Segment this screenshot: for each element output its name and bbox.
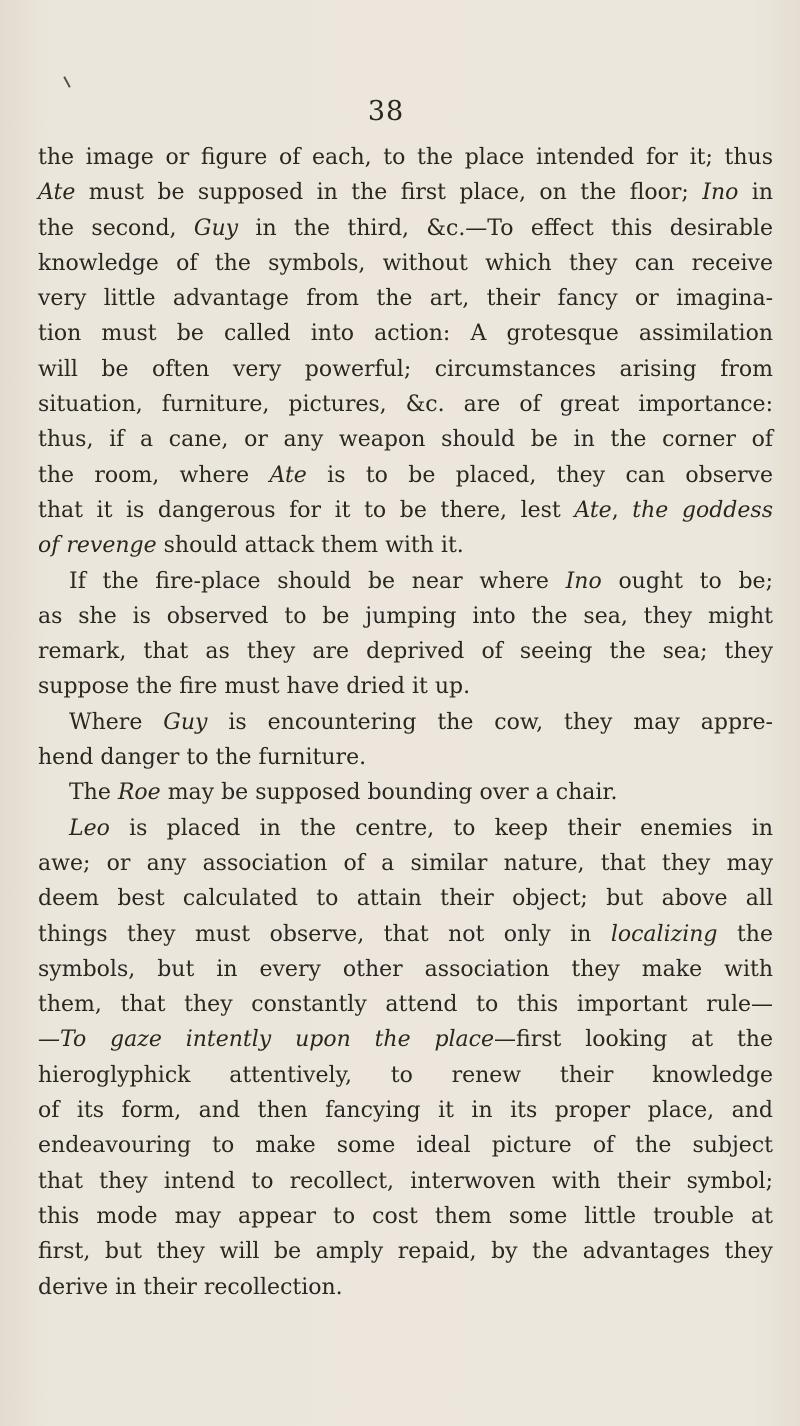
text-run: that they intend to recollect, interwoven with their symbol;	[38, 1168, 773, 1194]
text-line	[38, 1164, 773, 1199]
text-run: will be often very powerful; circumstances arising from	[38, 356, 773, 382]
text-run: situation, furniture, pictures, &c. are of great importance:	[38, 392, 773, 418]
italic-text-run: Ino	[702, 180, 739, 206]
text-line	[38, 1022, 773, 1057]
text-line	[38, 1093, 773, 1128]
text-line	[38, 211, 773, 246]
text-line	[38, 281, 773, 316]
text-run: hend danger to the furniture.	[38, 745, 367, 771]
text-run: symbols, but in every other association they make with	[38, 956, 773, 982]
text-run: derive in their recollection.	[38, 1274, 343, 1300]
text-line	[38, 246, 773, 281]
text-line	[38, 458, 773, 493]
italic-text-run: Guy	[163, 709, 208, 735]
text-line	[38, 811, 773, 846]
text-line	[38, 1058, 773, 1093]
text-run: the second,	[38, 215, 194, 241]
text-run: hieroglyphick attentively, to renew their knowledge	[38, 1062, 773, 1088]
text-run: the room, where	[38, 462, 270, 488]
text-run: may be supposed bounding over a chair.	[160, 780, 618, 806]
text-run: first, but they will be amply repaid, by the advantages they	[38, 1239, 773, 1265]
text-run: —first looking at the	[494, 1027, 773, 1053]
text-run: remark, that as they are deprived of seeing the sea; they	[38, 639, 773, 665]
italic-text-run: —To gaze intently upon the place	[38, 1027, 495, 1053]
italic-text-run: Ate	[269, 462, 307, 488]
text-run: is to be placed, they can observe	[306, 462, 773, 488]
text-run: is placed in the centre, to keep their enemies in	[109, 815, 773, 841]
text-run: them, that they constantly attend to this important rule—	[38, 992, 773, 1018]
text-run: in the third, &c.—To effect this desirable	[238, 215, 773, 241]
text-line	[38, 352, 773, 387]
text-line	[38, 493, 773, 528]
text-line	[38, 528, 773, 563]
italic-text-run: the goddess	[632, 497, 773, 523]
text-line	[38, 1234, 773, 1269]
italic-text-run: of revenge	[38, 533, 157, 559]
text-run: ought to be;	[601, 568, 773, 594]
text-run: suppose the fire must have dried it up.	[38, 674, 471, 700]
text-run: endeavouring to make some ideal picture of the subject	[38, 1133, 773, 1159]
text-run: the	[717, 921, 773, 947]
text-run: knowledge of the symbols, without which they can receive	[38, 250, 773, 276]
text-line	[38, 952, 773, 987]
text-line	[38, 740, 773, 775]
italic-text-run: Ate	[574, 497, 612, 523]
text-run: in	[738, 180, 773, 206]
text-line	[38, 1128, 773, 1163]
text-run: thus, if a cane, or any weapon should be in the corner of	[38, 427, 773, 453]
text-line	[38, 987, 773, 1022]
page-edge-mark	[63, 76, 70, 88]
text-line	[38, 387, 773, 422]
text-line	[38, 564, 773, 599]
text-run: If the fire-place should be near where	[69, 568, 566, 594]
text-run: things they must observe, that not only in	[38, 921, 611, 947]
italic-text-run: Leo	[69, 815, 110, 841]
text-run: awe; or any association of a similar nature, that they may	[38, 850, 773, 876]
text-line	[38, 775, 773, 810]
text-run: very little advantage from the art, their fancy or imagina-	[38, 286, 773, 312]
italic-text-run: Guy	[193, 215, 239, 241]
text-line	[38, 705, 773, 740]
body-text	[38, 140, 773, 1305]
text-run: as she is observed to be jumping into the sea, they might	[38, 603, 773, 629]
text-line	[38, 1199, 773, 1234]
italic-text-run: Ate	[38, 180, 76, 206]
text-run: ,	[611, 497, 633, 523]
text-run: The	[69, 780, 118, 806]
text-run: must be supposed in the first place, on the floor;	[75, 180, 703, 206]
text-line	[38, 669, 773, 704]
text-run: tion must be called into action: A grotesque assimilation	[38, 321, 773, 347]
text-line	[38, 634, 773, 669]
text-line	[38, 881, 773, 916]
text-line	[38, 140, 773, 175]
text-line	[38, 422, 773, 457]
text-run: should attack them with it.	[156, 533, 464, 559]
text-line	[38, 917, 773, 952]
text-run: the image or figure of each, to the place intended for it; thus	[38, 145, 773, 170]
italic-text-run: localizing	[610, 921, 718, 947]
text-line	[38, 599, 773, 634]
text-line	[38, 1270, 773, 1305]
text-line	[38, 175, 773, 210]
text-run: that it is dangerous for it to be there, lest	[38, 497, 575, 523]
text-line	[38, 316, 773, 351]
page-number: 38	[367, 96, 405, 127]
italic-text-run: Ino	[565, 568, 602, 594]
text-run: of its form, and then fancying it in its proper place, and	[38, 1098, 773, 1124]
text-run: is encountering the cow, they may appre-	[207, 709, 773, 735]
text-run: Where	[69, 709, 164, 735]
text-run: deem best calculated to attain their object; but above all	[38, 886, 773, 912]
text-line	[38, 846, 773, 881]
italic-text-run: Roe	[117, 780, 161, 806]
text-run: this mode may appear to cost them some little trouble at	[38, 1203, 773, 1229]
